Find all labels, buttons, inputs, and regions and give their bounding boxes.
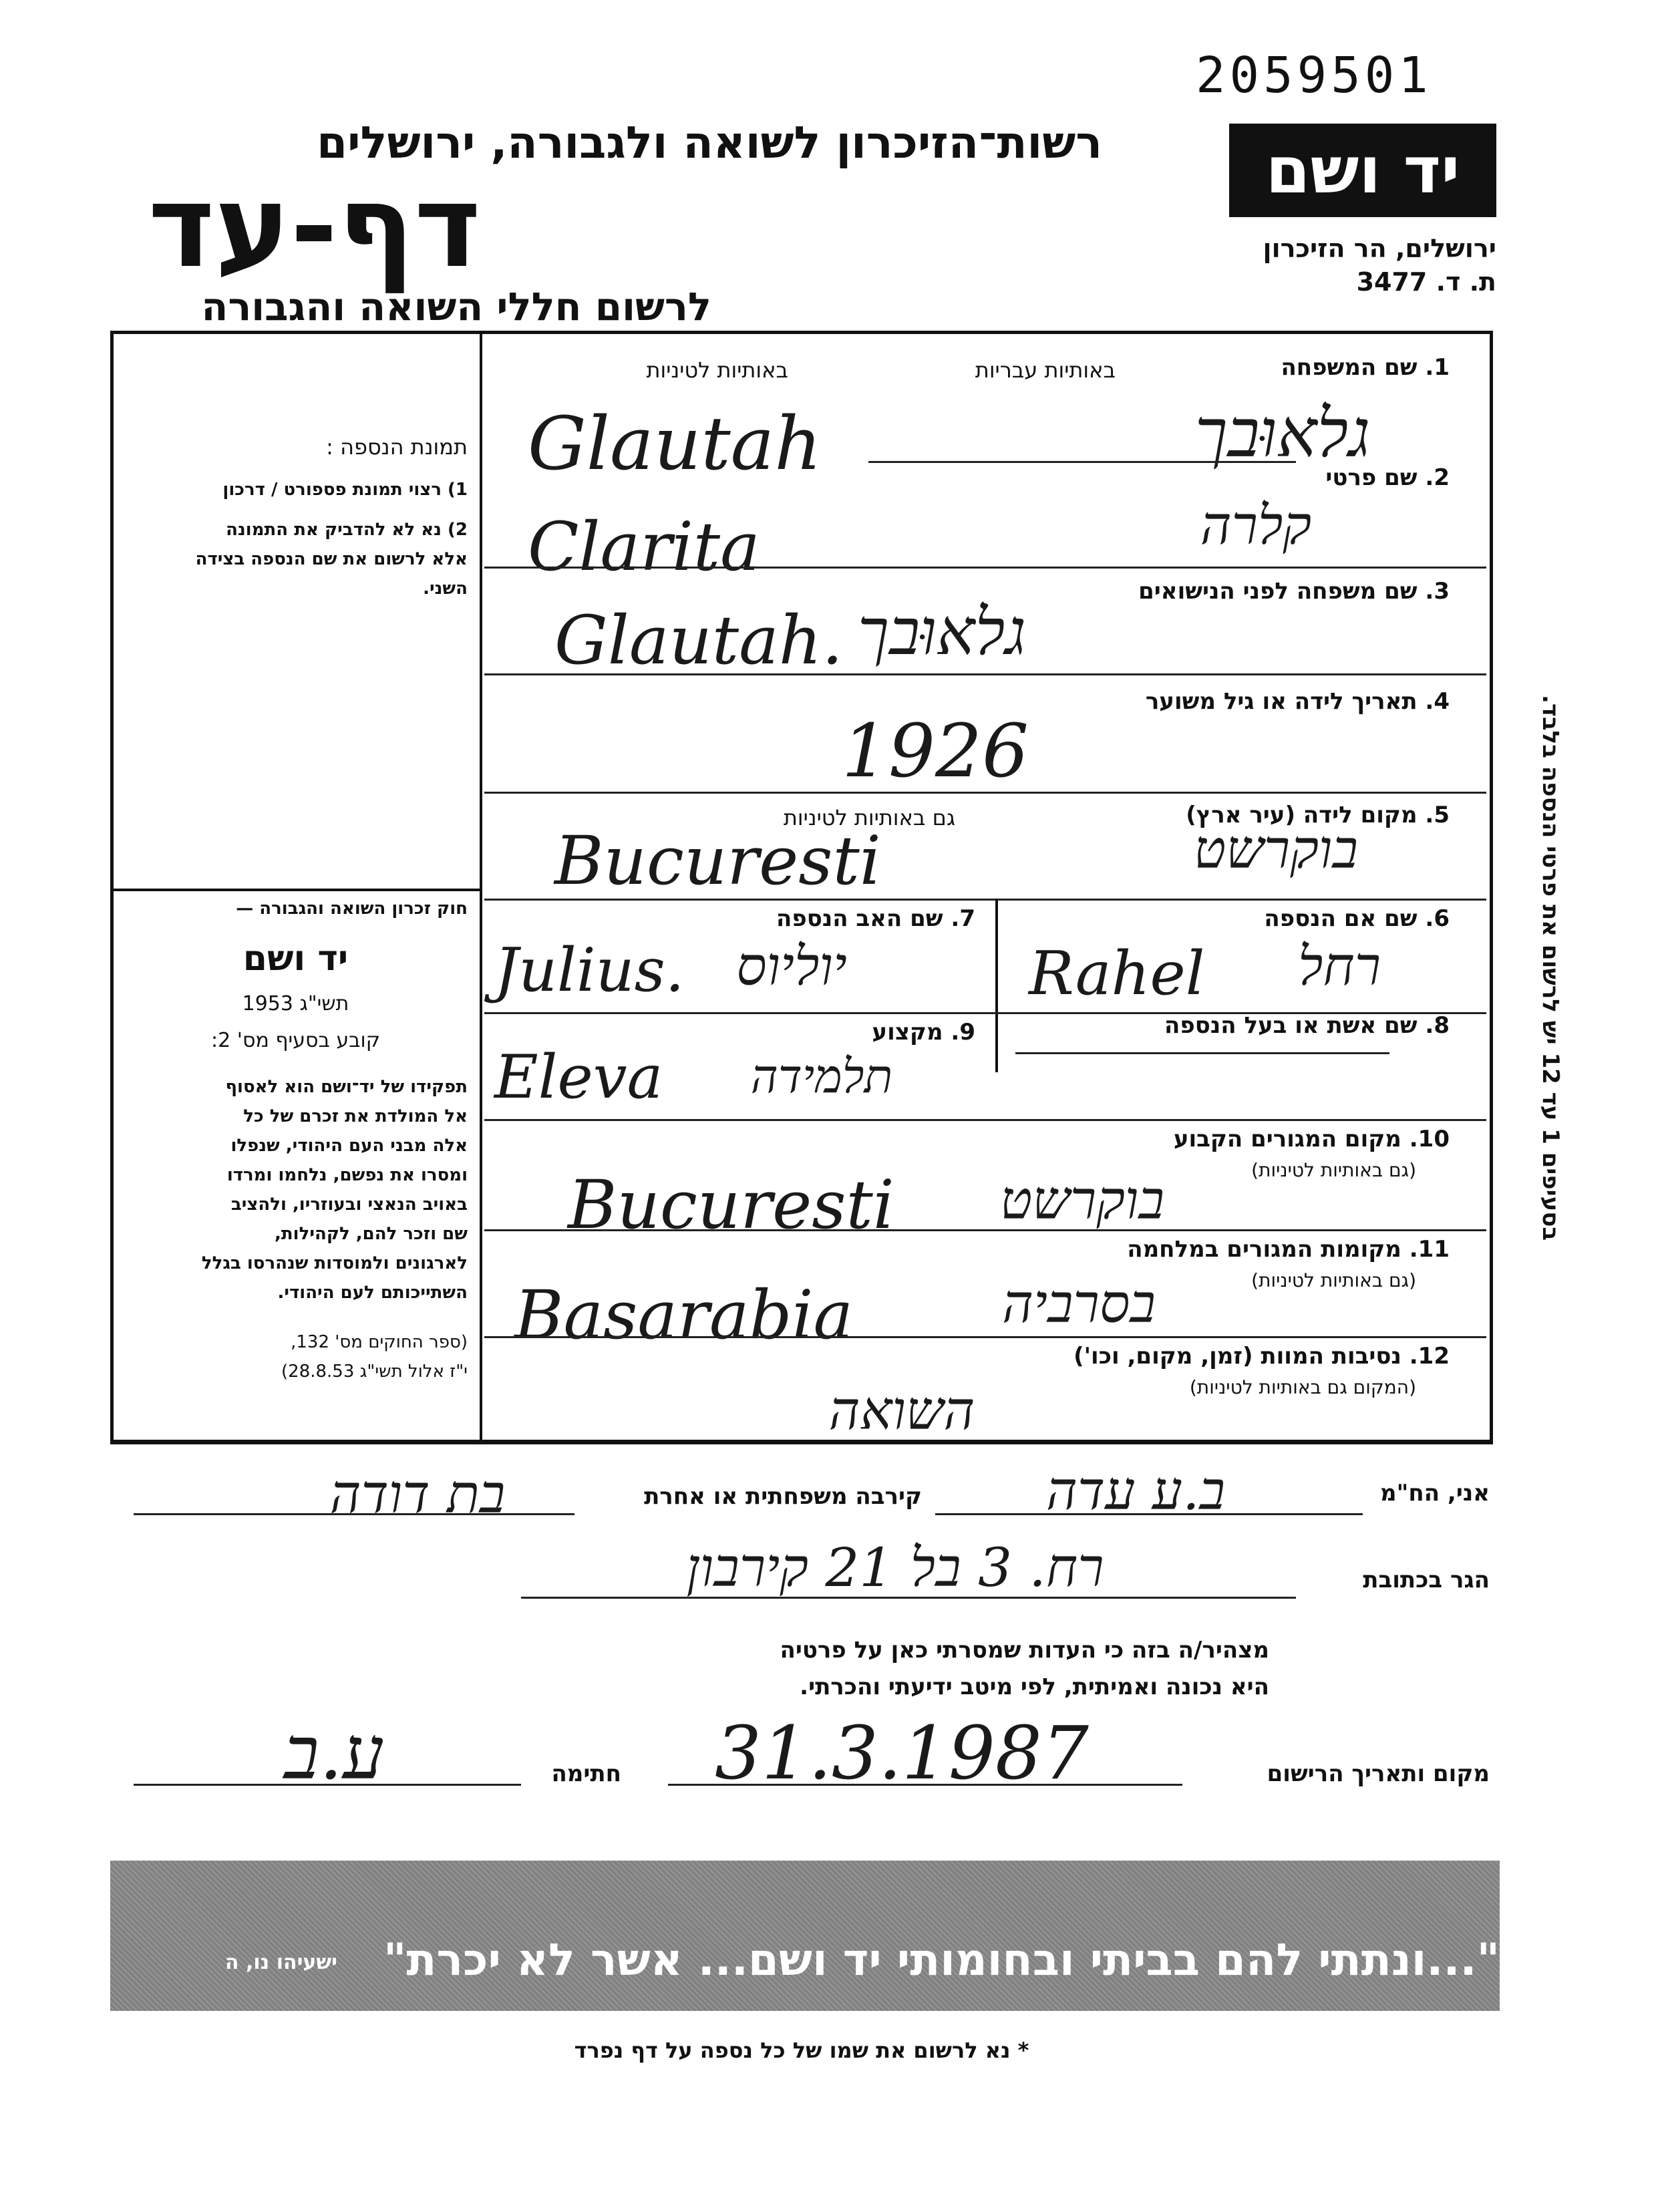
law-year: תשי"ג 1953 (242, 992, 349, 1015)
relation-value: בת דודה (329, 1463, 506, 1525)
photo-box (124, 434, 468, 599)
photo-box-title: תמונת הנספה : (326, 434, 468, 460)
statement-line-1: מצהיר/ה בזה כי העדות שמסרתי כאן על פרטיה (780, 1637, 1269, 1664)
photo-law-divider (110, 889, 481, 891)
field-7-label: 7. שם האב הנספה (776, 905, 975, 932)
declarant-label: אני, הח"מ (1380, 1480, 1490, 1507)
banner-quote: "...ונתתי להם בביתי ובחומותי יד ושם... אשר לא יכרת" (383, 1934, 1500, 1986)
field-6-label: 6. שם אם הנספה (1264, 905, 1450, 932)
field-2-line (484, 567, 1486, 569)
field-9-hebrew-value: תלמידה (750, 1049, 893, 1104)
footer-note: * נא לרשום את שמו של כל נספה על דף נפרד (574, 2038, 1029, 2063)
side-note: בסעיפים 1 עד 12 יש לרשום את פרטי הנספה בלבד. (1537, 695, 1564, 1241)
field-10-latin-value: Bucuresti (568, 1166, 894, 1244)
law-text-5: באויב הנאצי ובעוזריו, ולהציב (230, 1195, 468, 1215)
field-5-latin-hint: גם באותיות לטיניות (783, 805, 955, 830)
declarant-value: ב.ע עדה (1045, 1460, 1226, 1522)
declarant-line (935, 1513, 1363, 1515)
field-1-latin-hint: באותיות לטיניות (646, 357, 788, 383)
law-text-2: אל המולדת את זכרם של כל (243, 1106, 468, 1126)
field-7-hebrew-value: יוליוס (736, 935, 847, 997)
field-11-line (484, 1336, 1486, 1338)
field-1-line (868, 461, 1296, 463)
field-11-hebrew-value: בסרביה (1002, 1273, 1156, 1335)
field-3-latin-value: Glautah. (554, 601, 843, 679)
law-text-4: ומסרו את נפשם, נלחמו ומרדו (226, 1165, 468, 1185)
law-text-1: תפקידו של יד־ושם הוא לאסוף (225, 1077, 468, 1097)
field-10-line (484, 1229, 1486, 1231)
field-2-latin-value: Clarita (528, 508, 760, 586)
place-date-value: 31.3.1987 (715, 1710, 1089, 1796)
relation-line (134, 1513, 574, 1515)
field-3-hebrew-value: גלאוּבך (857, 595, 1027, 669)
field-6-hebrew-value: רחל (1297, 935, 1381, 997)
banner-source: ישעיהו נו, ה (224, 1951, 337, 1974)
photo-instruction-2a: 2) נא לא להדביק את התמונה (226, 520, 468, 540)
field-6-latin-value: Rahel (1029, 939, 1205, 1009)
law-source-2: י"ז אלול תשי"ג 28.8.53) (281, 1362, 468, 1382)
field-4-line (484, 792, 1486, 794)
field-1-hebrew-value: גלאוּבך (1194, 394, 1371, 472)
field-7-latin-value: Julius. (494, 935, 685, 1005)
field-5-label: 5. מקום לידה (עיר ארץ) (1186, 802, 1450, 828)
authority-title: רשות־הזיכרון לשואה ולגבורה, ירושלים (317, 117, 1102, 168)
form-title: דף-עד (148, 161, 481, 293)
quote-banner (110, 1861, 1500, 2011)
field-9-latin-value: Eleva (494, 1042, 663, 1112)
address-line-1: ירושלים, הר הזיכרון (1263, 234, 1496, 263)
field-1-latin-value: Glautah (528, 401, 822, 486)
field-12-label: 12. נסיבות המוות (זמן, מקום, וכו') (1073, 1343, 1450, 1370)
law-text-8: השתייכותם לעם היהודי. (277, 1283, 468, 1303)
law-text-7: לארגונים ולמוסדות שנהרסו בגלל (201, 1253, 468, 1273)
left-column-divider (480, 331, 482, 1443)
law-clause: קובע בסעיף מס' 2: (211, 1029, 380, 1052)
place-date-label: מקום ותאריך הרישום (1267, 1760, 1490, 1787)
field-2-hebrew-value: קלרה (1200, 494, 1312, 557)
field-4-value: 1926 (842, 708, 1029, 794)
field-3-label: 3. שם משפחה לפני הנישואים (1138, 578, 1450, 605)
field-11-label: 11. מקומות המגורים במלחמה (1127, 1236, 1450, 1263)
law-box (124, 899, 468, 1386)
photo-instruction-1: 1) רצוי תמונת פספורט / דרכון (222, 480, 468, 500)
relation-label: קירבה משפחתית או אחרת (644, 1483, 922, 1510)
statement-line-2: היא נכונה ואמיתית, לפי מיטב ידיעתי והכרתי. (800, 1674, 1269, 1700)
signature-label: חתימה (551, 1760, 621, 1787)
field-1-hebrew-hint: באותיות עבריות (975, 357, 1116, 383)
signature-value: ע.ב (283, 1710, 385, 1796)
photo-instruction-2c: השני. (423, 579, 468, 599)
field-10-hebrew-value: בוקרשט (999, 1169, 1165, 1231)
field-9-line (484, 1119, 1486, 1121)
yad-vashem-logo (1229, 124, 1496, 217)
field-5-hebrew-value: בוקרשט (1193, 818, 1359, 881)
field-6-7-divider (995, 899, 998, 1072)
field-8-label: 8. שם אשת או בעל הנספה (1164, 1012, 1450, 1039)
field-3-line (484, 673, 1486, 675)
field-10-label: 10. מקום המגורים הקבוע (1173, 1126, 1450, 1152)
law-name: יד ושם (242, 939, 349, 979)
law-text-6: שם וזכר להם, לקהילות, (275, 1224, 468, 1244)
photo-instruction-2b: אלא לרשום את שם הנספה בצידה (195, 549, 468, 569)
address-line-2: ת. ד. 3477 (1356, 267, 1496, 297)
law-source-1: (ספר החוקים מס' 132, (291, 1332, 468, 1352)
field-12-value: השואה (828, 1380, 975, 1442)
field-5-latin-value: Bucuresti (554, 822, 881, 900)
logo-text: יד ושם (1265, 133, 1460, 208)
law-title: חוק זכרון השואה והגבורה — (236, 899, 468, 919)
signature-line (134, 1784, 521, 1786)
law-text-3: אלה מבני העם היהודי, שנפלו (230, 1136, 468, 1156)
field-11-latin-value: Basarabia (514, 1276, 854, 1354)
address-label: הגר בכתובת (1363, 1567, 1490, 1593)
field-4-label: 4. תאריך לידה או גיל משוער (1145, 688, 1450, 715)
field-10-hint: (גם באותיות לטיניות) (1251, 1159, 1416, 1181)
field-8-line (1015, 1052, 1389, 1054)
field-11-hint: (גם באותיות לטיניות) (1251, 1269, 1416, 1291)
place-date-line (668, 1784, 1182, 1786)
field-2-label: 2. שם פרטי (1325, 464, 1450, 491)
field-5-line (484, 899, 1486, 901)
form-subtitle: לרשום חללי השואה והגבורה (201, 284, 711, 329)
address-line (521, 1597, 1296, 1599)
document-number: 2059501 (1196, 47, 1432, 104)
field-12-hint: (המקום גם באותיות לטיניות) (1189, 1376, 1416, 1398)
address-value: רח. 3 בל 21 קירבון (686, 1537, 1104, 1599)
field-9-label: 9. מקצוע (872, 1019, 975, 1046)
field-1-label: 1. שם המשפחה (1281, 354, 1450, 381)
